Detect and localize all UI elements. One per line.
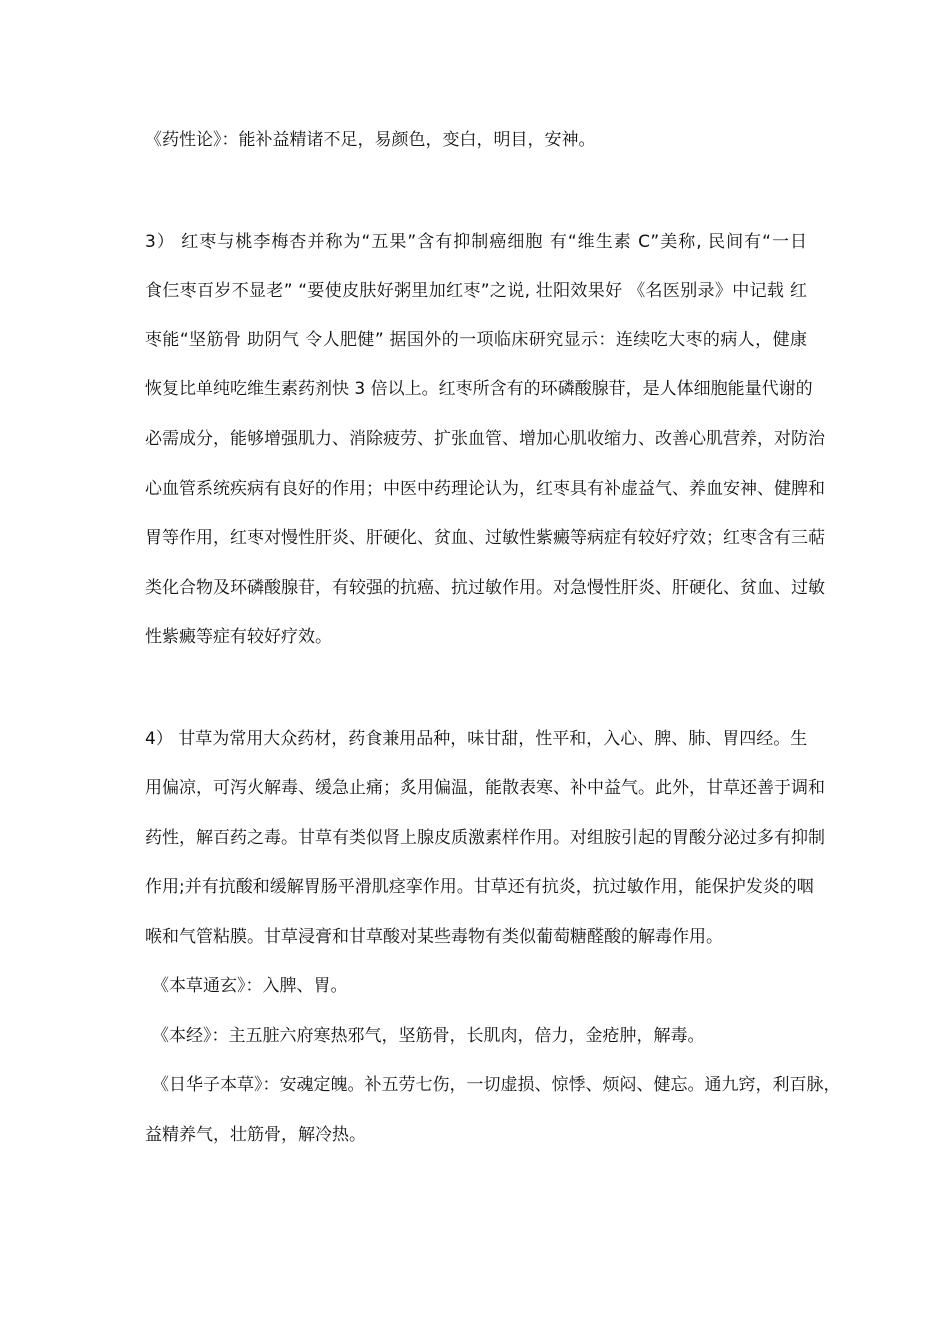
quote-bencao-tongxuan: 《本草通玄》：入脾、胃。 <box>152 976 348 996</box>
paragraph-3-line-4: 恢复比单纯吃维生素药剂快 3 倍以上。红枣所含有的环磷酸腺苷，是人体细胞能量代谢的 <box>145 379 813 399</box>
paragraph-4-line-3: 药性，解百药之毒。甘草有类似肾上腺皮质激素样作用。对组胺引起的胃酸分泌过多有抑制 <box>145 828 825 848</box>
paragraph-3-line-7: 胃等作用，红枣对慢性肝炎、肝硬化、贫血、过敏性紫癜等病症有较好疗效；红枣含有三萜 <box>145 528 825 548</box>
quote-rihuazi-line-2: 益精养气，壮筋骨，解冷热。 <box>145 1125 366 1145</box>
paragraph-4-line-1: 4） 甘草为常用大众药材，药食兼用品种，味甘甜，性平和，入心、脾、肺、胃四经。生 <box>145 729 808 749</box>
paragraph-3-line-6: 心血管系统疾病有良好的作用；中医中药理论认为，红枣具有补虚益气、养血安神、健脾和 <box>145 479 825 499</box>
quote-benjing: 《本经》：主五脏六府寒热邪气，坚筋骨，长肌肉，倍力，金疮肿，解毒。 <box>152 1026 705 1046</box>
paragraph-3-line-3: 枣能“坚筋骨 助阴气 令人肥健” 据国外的一项临床研究显示：连续吃大枣的病人，健康 <box>145 330 807 350</box>
paragraph-3-line-1: 3） 红枣与桃李梅杏并称为“五果”含有抑制癌细胞 有“维生素 C”美称, 民间有“一日 <box>145 232 807 252</box>
paragraph-4-line-5: 喉和气管粘膜。甘草浸膏和甘草酸对某些毒物有类似葡萄糖醛酸的解毒作用。 <box>145 927 723 947</box>
paragraph-3-line-5: 必需成分，能够增强肌力、消除疲劳、扩张血管、增加心肌收缩力、改善心肌营养，对防治 <box>145 429 825 449</box>
quote-rihuazi-line-1: 《日华子本草》：安魂定魄。补五劳七伤，一切虚损、惊悸、烦闷、健忘。通九窍，利百脉， <box>152 1075 841 1095</box>
paragraph-3-line-9: 性紫癜等症有较好疗效。 <box>145 627 332 647</box>
paragraph-3-line-2: 食仨枣百岁不显老” “要使皮肤好粥里加红枣”之说, 壮阳效果好 《名医别录》中记载 红 <box>145 281 807 301</box>
paragraph-4-line-4: 作用;并有抗酸和缓解胃肠平滑肌痉挛作用。甘草还有抗炎，抗过敏作用，能保护发炎的咽 <box>145 877 814 897</box>
paragraph-4-line-2: 用偏凉，可泻火解毒、缓急止痛；炙用偏温，能散表寒、补中益气。此外，甘草还善于调和 <box>145 778 825 798</box>
paragraph-3-line-8: 类化合物及环磷酸腺苷，有较强的抗癌、抗过敏作用。对急慢性肝炎、肝硬化、贫血、过敏 <box>145 578 825 598</box>
quote-yaoxinglun: 《药性论》：能补益精诸不足，易颜色，变白，明目，安神。 <box>145 130 596 150</box>
